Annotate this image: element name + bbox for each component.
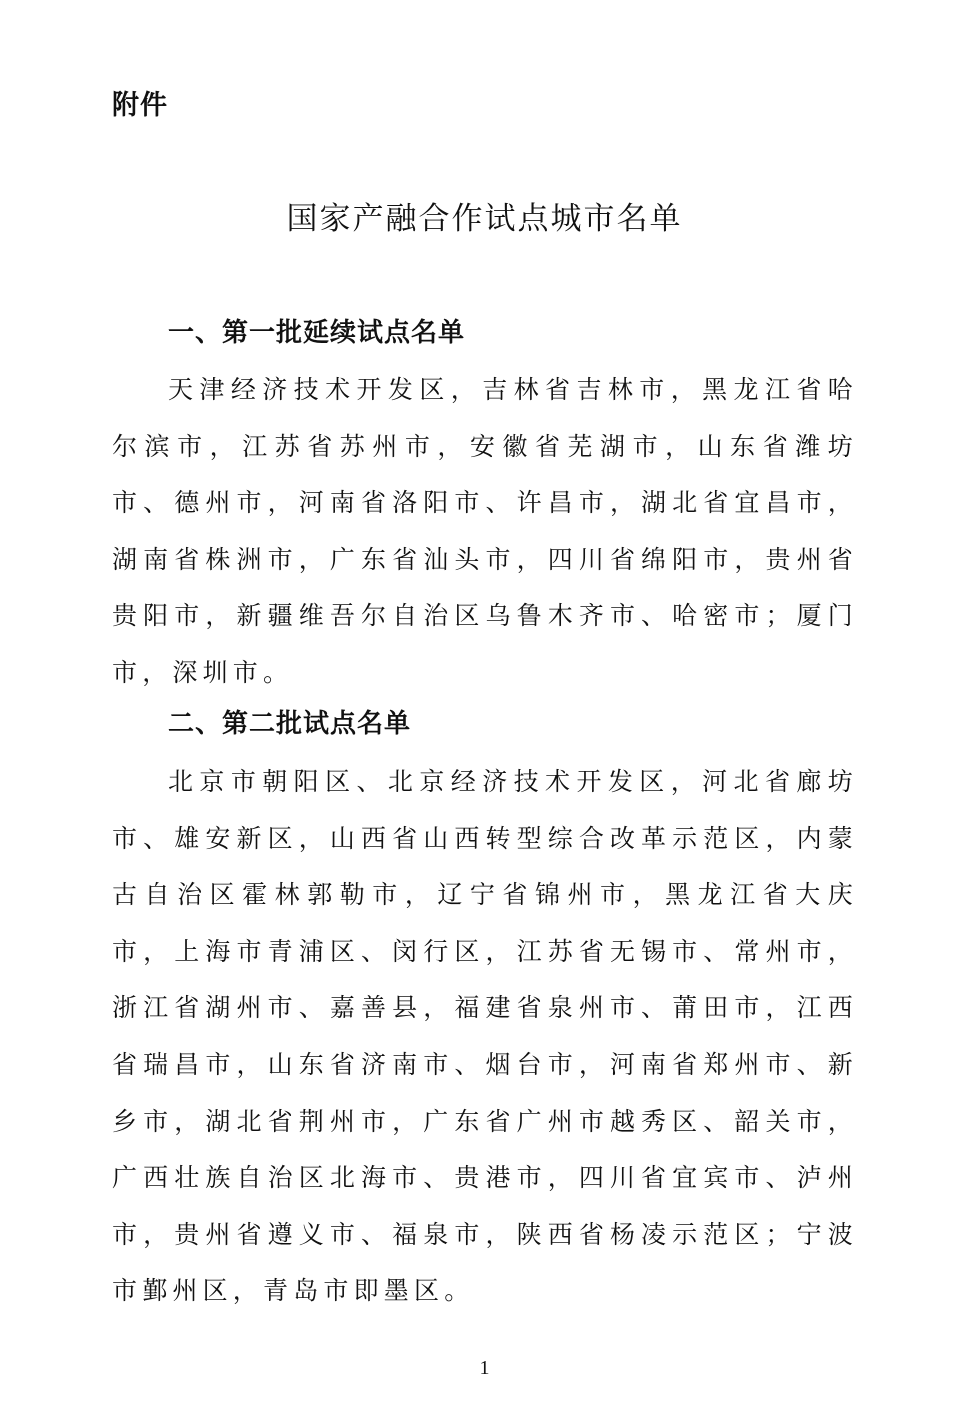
page-title: 国家产融合作试点城市名单 [286, 201, 683, 237]
section-heading-second-batch: 二、第二批试点名单 [168, 709, 412, 739]
attachment-label: 附件 [112, 90, 168, 121]
page-number: 1 [479, 1357, 490, 1379]
section-body-first-batch: 天津经济技术开发区，吉林省吉林市，黑龙江省哈尔滨市，江苏省苏州市，安徽省芜湖市，山东省潍坊市、德州市，河南省洛阳市、许昌市，湖北省宜昌市，湖南省株洲市，广东省汕头市，四川省绵阳市，贵州省贵阳市，新疆维吾尔自治区乌鲁木齐市、哈密市；厦门市，深圳市。 [112, 375, 858, 687]
section-body-second-batch: 北京市朝阳区、北京经济技术开发区，河北省廊坊市、雄安新区，山西省山西转型综合改革示范区，内蒙古自治区霍林郭勒市，辽宁省锦州市，黑龙江省大庆市，上海市青浦区、闵行区，江苏省无锡市、常州市，浙江省湖州市、嘉善县，福建省泉州市、莆田市，江西省瑞昌市，山东省济南市、烟台市，河南省郑州市、新乡市，湖北省荆州市，广东省广州市越秀区、韶关市，广西壮族自治区北海市、贵港市，四川省宜宾市、泸州市，贵州省遵义市、福泉市，陕西省杨凌示范区；宁波市鄞州区，青岛市即墨区。 [112, 767, 858, 1306]
section-heading-first-batch: 一、第一批延续试点名单 [168, 318, 466, 348]
